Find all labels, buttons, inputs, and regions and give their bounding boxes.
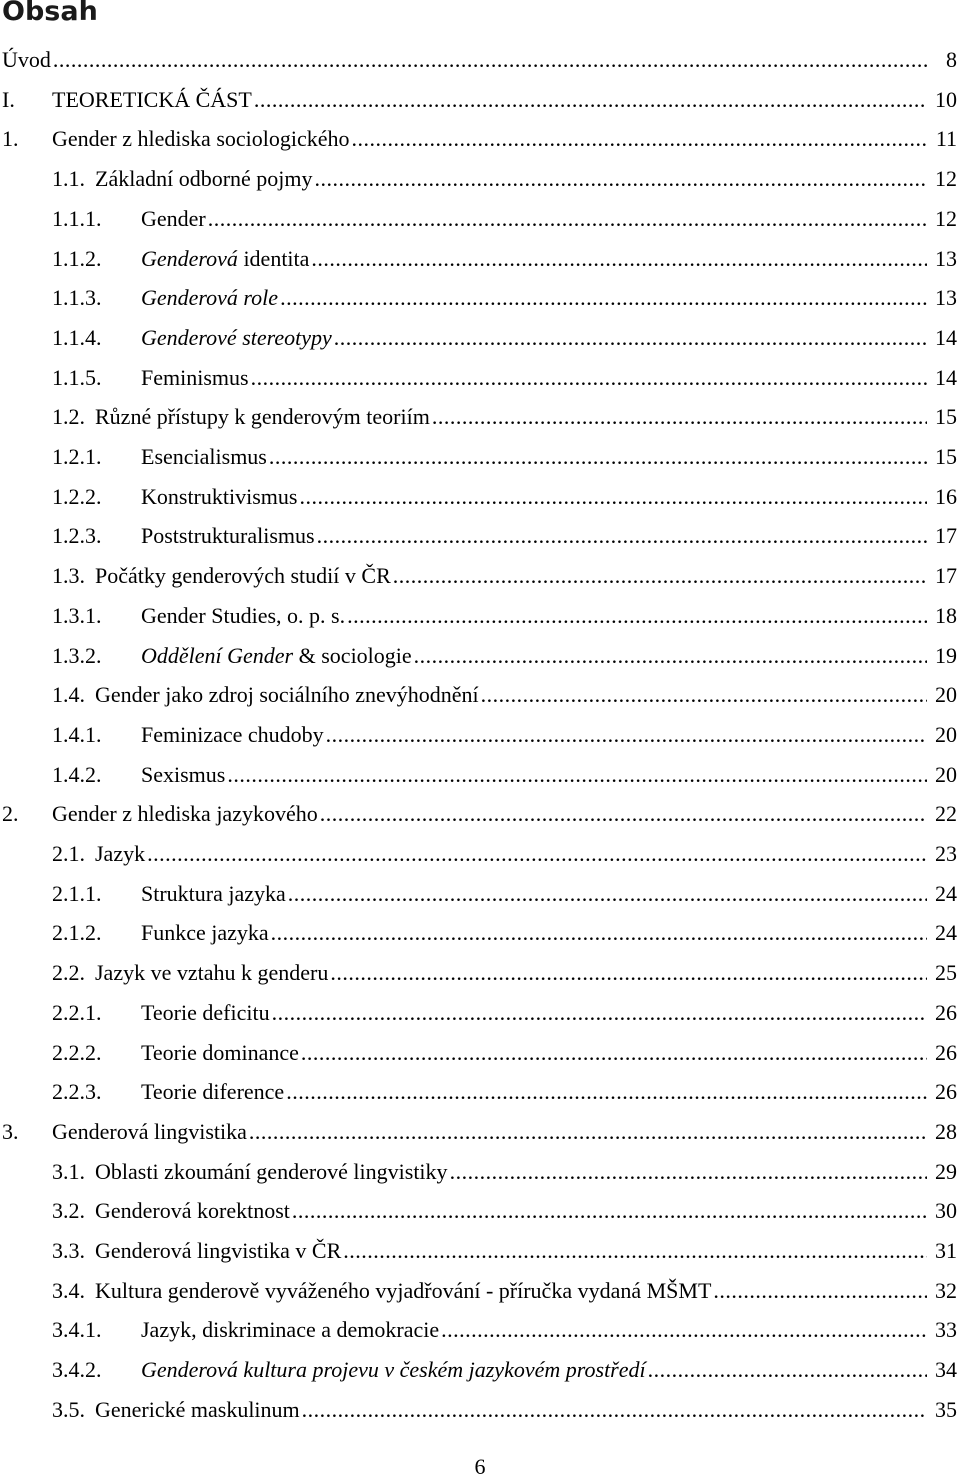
toc-entry-number: 2. — [2, 801, 19, 827]
toc-entry-page: 14 — [935, 364, 957, 390]
toc-entry-title: Genderová lingvistika v ČR — [95, 1238, 342, 1263]
toc-leader-dots — [347, 596, 927, 636]
toc-entry-number: 2.2.1. — [52, 999, 102, 1025]
toc-entry-page: 33 — [935, 1317, 957, 1343]
toc-entry-page: 17 — [935, 523, 957, 549]
toc-entry-number: 1.1.3. — [52, 285, 102, 311]
toc-entry-title: Gender — [141, 205, 206, 231]
toc-entry-page: 15 — [935, 444, 957, 469]
toc-entry-page: 16 — [935, 483, 957, 509]
toc-entry-number: 3.4. — [52, 1277, 85, 1303]
toc-entry-page: 10 — [935, 86, 957, 112]
toc-entry[interactable] — [0, 715, 957, 755]
toc-entry-page: 8 — [946, 47, 957, 72]
toc-entry-title: Teorie deficitu — [141, 999, 270, 1025]
toc-entry-title: Generické maskulinum — [95, 1396, 300, 1422]
toc-entry-title: Genderová korektnost — [95, 1198, 290, 1224]
toc-entry[interactable] — [0, 199, 957, 239]
toc-entry[interactable] — [0, 318, 957, 358]
toc-leader-dots — [414, 636, 927, 676]
toc-entry-page: 15 — [935, 404, 957, 430]
toc-entry-title: Gender Studies, o. p. s. — [141, 602, 346, 628]
toc-entry-number: 1.4.2. — [52, 761, 102, 787]
toc-leader-dots — [147, 834, 927, 874]
toc-entry-number: 1.1.2. — [52, 245, 102, 271]
toc-entry[interactable] — [0, 516, 957, 556]
toc-leader-dots — [302, 1390, 927, 1430]
toc-leader-dots — [227, 755, 927, 795]
toc-entry-number: 2.1. — [52, 841, 85, 866]
toc-entry-number: 1.4.1. — [52, 721, 102, 747]
toc-entry-number: 2.2. — [52, 960, 85, 986]
toc-entry-title: Úvod — [2, 47, 51, 72]
toc-entry[interactable] — [0, 596, 957, 636]
toc-leader-dots — [393, 556, 927, 596]
toc-leader-dots — [251, 358, 927, 398]
toc-entry-page: 17 — [935, 563, 957, 589]
toc-entry-title: Struktura jazyka — [141, 880, 286, 906]
toc-leader-dots — [269, 437, 927, 477]
toc-entry-title: Gender z hlediska jazykového — [52, 801, 318, 827]
toc-entry-number: 1.2. — [52, 404, 85, 430]
toc-entry-page: 26 — [935, 999, 957, 1025]
toc-entry-page: 32 — [935, 1277, 957, 1303]
toc-leader-dots — [326, 715, 927, 755]
toc-entry[interactable] — [0, 675, 957, 715]
toc-entry-title: Teorie diference — [141, 1079, 285, 1105]
toc-entry[interactable] — [0, 40, 957, 80]
toc-entry[interactable] — [0, 239, 957, 279]
toc-entry-number: 1.1.4. — [52, 324, 102, 350]
toc-leader-dots — [713, 1271, 927, 1311]
toc-entry[interactable] — [0, 556, 957, 596]
toc-entry[interactable] — [0, 1152, 957, 1192]
toc-entry-title: Konstruktivismus — [141, 483, 298, 509]
toc-leader-dots — [481, 675, 927, 715]
toc-entry-page: 35 — [935, 1396, 957, 1422]
toc-leader-dots — [301, 1033, 927, 1073]
toc-entry-page: 19 — [935, 642, 957, 668]
toc-entry-page: 34 — [935, 1357, 957, 1383]
toc-entry-title: Oblasti zkoumání genderové lingvistiky — [95, 1158, 448, 1184]
toc-leader-dots — [450, 1152, 927, 1192]
toc-entry-page: 20 — [935, 761, 957, 787]
toc-entry-title: Poststrukturalismus — [141, 523, 315, 549]
toc-entry-title: Oddělení Gender & sociologie — [141, 642, 412, 668]
toc-entry[interactable] — [0, 834, 957, 874]
toc-leader-dots — [648, 1350, 927, 1390]
toc-leader-dots — [441, 1310, 927, 1350]
toc-entry-title: Teorie dominance — [141, 1039, 299, 1065]
toc-entry-title: Gender z hlediska sociologického — [52, 126, 350, 152]
toc-entry-number: 1.2.1. — [52, 444, 102, 469]
toc-entry-page: 26 — [935, 1079, 957, 1105]
toc-entry-page: 31 — [935, 1238, 957, 1263]
toc-entry-number: 1.3. — [52, 563, 85, 589]
toc-entry[interactable] — [0, 794, 957, 834]
toc-entry[interactable] — [0, 1191, 957, 1231]
toc-leader-dots — [272, 993, 927, 1033]
toc-leader-dots — [53, 40, 927, 80]
toc-entry[interactable] — [0, 278, 957, 318]
toc-entry[interactable] — [0, 1231, 957, 1271]
toc-entry[interactable] — [0, 1310, 957, 1350]
toc-entry-page: 11 — [935, 126, 957, 152]
toc-leader-dots — [320, 794, 927, 834]
toc-leader-dots — [352, 119, 927, 159]
toc-entry-number: 3. — [2, 1118, 19, 1144]
toc-leader-dots — [286, 1072, 927, 1112]
toc-entry[interactable] — [0, 1112, 957, 1152]
toc-entry[interactable] — [0, 80, 957, 120]
toc-entry-number: 2.2.2. — [52, 1039, 102, 1065]
toc-entry-title: Feminismus — [141, 364, 249, 390]
toc-entry-page: 30 — [935, 1198, 957, 1224]
toc-entry-page: 22 — [935, 801, 957, 827]
toc-entry-number: 1.3.2. — [52, 642, 102, 668]
toc-leader-dots — [334, 318, 927, 358]
toc-entry-number: 3.1. — [52, 1158, 85, 1184]
toc-leader-dots — [343, 1231, 927, 1271]
toc-entry-number: 3.5. — [52, 1396, 85, 1422]
toc-entry-page: 26 — [935, 1039, 957, 1065]
toc-entry[interactable] — [0, 993, 957, 1033]
toc-entry-number: 1.4. — [52, 682, 85, 708]
toc-leader-dots — [249, 1112, 927, 1152]
toc-entry-title: Genderová role — [141, 285, 279, 311]
toc-entry-page: 24 — [935, 880, 957, 906]
toc-entry[interactable] — [0, 953, 957, 993]
page-number: 6 — [474, 1454, 486, 1479]
toc-entry-number: I. — [2, 86, 15, 112]
toc-entry-number: 1.1. — [52, 166, 85, 192]
toc-entry[interactable] — [0, 755, 957, 795]
toc-entry-title: Funkce jazyka — [141, 920, 269, 946]
toc-entry[interactable] — [0, 477, 957, 517]
toc-entry-number: 1.1.1. — [52, 205, 102, 231]
toc-entry-title: Genderová identita — [141, 245, 310, 271]
toc-leader-dots — [271, 913, 927, 953]
toc-entry-number: 3.4.1. — [52, 1317, 102, 1343]
toc-entry-title: Kultura genderově vyváženého vyjadřování - příručka vydaná MŠMT — [95, 1277, 712, 1303]
toc-entry-title: Genderová lingvistika — [52, 1118, 247, 1144]
toc-entry[interactable] — [0, 358, 957, 398]
toc-leader-dots — [432, 397, 927, 437]
toc-entry-page: 23 — [935, 841, 957, 866]
toc-entry[interactable] — [0, 159, 957, 199]
toc-leader-dots — [330, 953, 927, 993]
toc-entry-title: Různé přístupy k genderovým teoriím — [95, 404, 430, 430]
toc-entry[interactable] — [0, 437, 957, 477]
toc-entry-number: 3.3. — [52, 1238, 85, 1263]
toc-entry-title: Jazyk — [95, 841, 146, 866]
toc-entry-page: 12 — [935, 166, 957, 192]
toc-entry-number: 1. — [2, 126, 19, 152]
toc-entry-title: Sexismus — [141, 761, 226, 787]
toc-entry-page: 13 — [935, 285, 957, 311]
toc-leader-dots — [299, 477, 927, 517]
toc-entry-title: Genderové stereotypy — [141, 324, 332, 350]
toc-entry[interactable] — [0, 1072, 957, 1112]
toc-entry[interactable] — [0, 874, 957, 914]
toc-entry-number: 1.3.1. — [52, 602, 102, 628]
toc-leader-dots — [317, 516, 927, 556]
toc-entry-title: Gender jako zdroj sociálního znevýhodnění — [95, 682, 479, 708]
toc-entry-title: Počátky genderových studií v ČR — [95, 563, 391, 589]
toc-entry[interactable] — [0, 1390, 957, 1430]
toc-entry-page: 18 — [935, 602, 957, 628]
toc-entry-number: 1.2.2. — [52, 483, 102, 509]
toc-entry-page: 12 — [935, 205, 957, 231]
toc-entry-number: 2.1.1. — [52, 880, 102, 906]
toc-entry-number: 2.2.3. — [52, 1079, 102, 1105]
toc-entry-number: 2.1.2. — [52, 920, 102, 946]
toc-entry-title: Jazyk, diskriminace a demokracie — [141, 1317, 440, 1343]
toc-entry-title: Základní odborné pojmy — [95, 166, 313, 192]
toc-leader-dots — [311, 239, 927, 279]
toc-entry-page: 13 — [935, 245, 957, 271]
toc-leader-dots — [208, 199, 927, 239]
toc-entry[interactable] — [0, 119, 957, 159]
toc-entry-number: 3.2. — [52, 1198, 85, 1224]
toc-entry-page: 24 — [935, 920, 957, 946]
toc-leader-dots — [254, 80, 927, 120]
toc-entry[interactable] — [0, 913, 957, 953]
toc-entry-title: TEORETICKÁ ČÁST — [52, 86, 252, 112]
toc-leader-dots — [280, 278, 927, 318]
page-heading: Obsah — [2, 0, 98, 27]
toc-entry-title: Jazyk ve vztahu k genderu — [95, 960, 329, 986]
toc-entry-title: Genderová kultura projevu v českém jazykovém prostředí — [141, 1357, 646, 1383]
toc-entry-number: 3.4.2. — [52, 1357, 102, 1383]
toc-entry-page: 20 — [935, 682, 957, 708]
toc-entry-page: 20 — [935, 721, 957, 747]
toc-leader-dots — [292, 1191, 927, 1231]
toc-entry[interactable] — [0, 397, 957, 437]
toc-leader-dots — [288, 874, 927, 914]
toc-entry[interactable] — [0, 636, 957, 676]
toc-entry-page: 14 — [935, 324, 957, 350]
toc-leader-dots — [315, 159, 927, 199]
toc-entry-number: 1.1.5. — [52, 364, 102, 390]
toc-entry-page: 28 — [935, 1118, 957, 1144]
toc-entry-page: 29 — [935, 1158, 957, 1184]
toc-entry-title: Esencialismus — [141, 444, 267, 469]
toc-entry-number: 1.2.3. — [52, 523, 102, 549]
toc-entry-page: 25 — [935, 960, 957, 986]
toc-entry[interactable] — [0, 1350, 957, 1390]
toc-entry[interactable] — [0, 1033, 957, 1073]
toc-entry-title: Feminizace chudoby — [141, 721, 324, 747]
toc-entry[interactable] — [0, 1271, 957, 1311]
